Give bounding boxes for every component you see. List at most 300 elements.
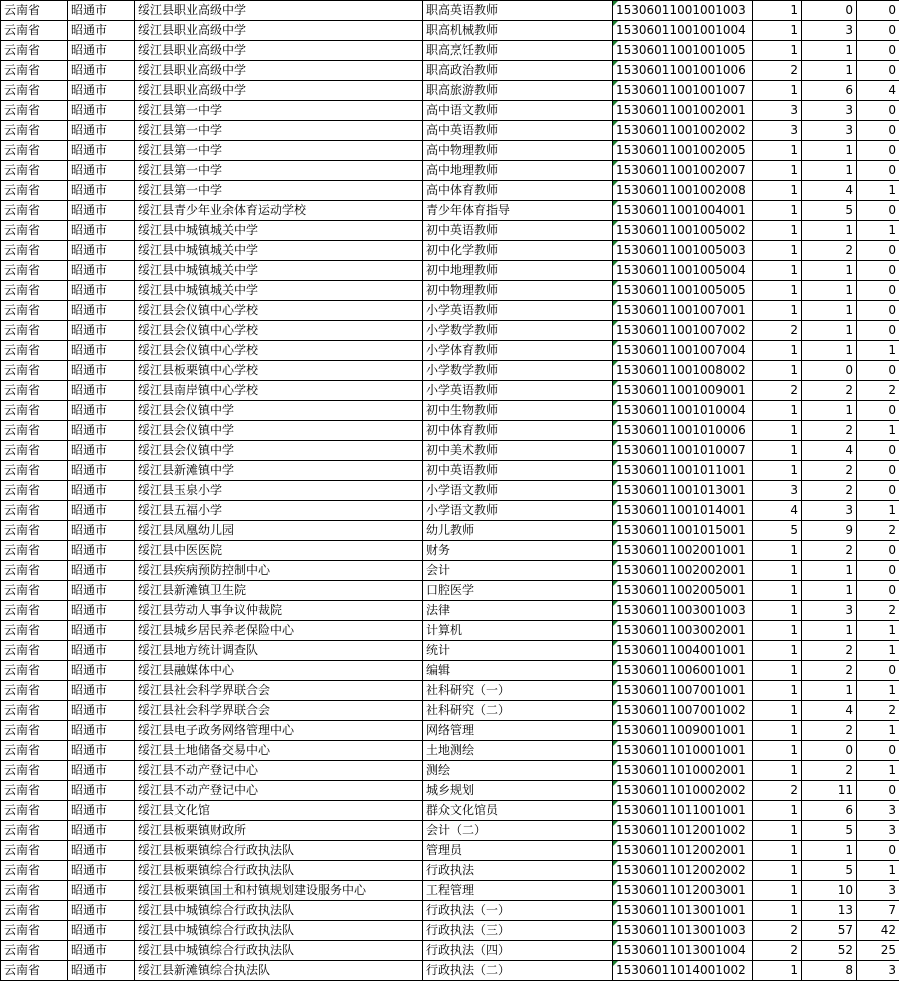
employer-cell[interactable]: 绥江县中城镇综合行政执法队 bbox=[135, 941, 423, 961]
city-cell[interactable]: 昭通市 bbox=[68, 241, 135, 261]
position-cell[interactable]: 初中化学教师 bbox=[423, 241, 613, 261]
passed-cell[interactable]: 0 bbox=[857, 241, 899, 261]
position-cell[interactable]: 行政执法（二） bbox=[423, 961, 613, 981]
passed-cell[interactable]: 0 bbox=[857, 581, 899, 601]
applicants-cell[interactable]: 3 bbox=[802, 501, 857, 521]
applicants-cell[interactable]: 0 bbox=[802, 361, 857, 381]
quota-cell[interactable]: 1 bbox=[753, 441, 802, 461]
passed-cell[interactable]: 0 bbox=[857, 41, 899, 61]
position-cell[interactable]: 高中语文教师 bbox=[423, 101, 613, 121]
province-cell[interactable]: 云南省 bbox=[1, 381, 68, 401]
province-cell[interactable]: 云南省 bbox=[1, 561, 68, 581]
passed-cell[interactable]: 4 bbox=[857, 81, 899, 101]
position-code-cell[interactable]: 15306011012003001 bbox=[613, 881, 753, 901]
position-cell[interactable]: 初中地理教师 bbox=[423, 261, 613, 281]
employer-cell[interactable]: 绥江县会仪镇中心学校 bbox=[135, 301, 423, 321]
applicants-cell[interactable]: 57 bbox=[802, 921, 857, 941]
quota-cell[interactable]: 1 bbox=[753, 261, 802, 281]
province-cell[interactable]: 云南省 bbox=[1, 101, 68, 121]
employer-cell[interactable]: 绥江县新滩镇中学 bbox=[135, 461, 423, 481]
employer-cell[interactable]: 绥江县会仪镇中学 bbox=[135, 401, 423, 421]
employer-cell[interactable]: 绥江县会仪镇中学 bbox=[135, 421, 423, 441]
employer-cell[interactable]: 绥江县不动产登记中心 bbox=[135, 761, 423, 781]
employer-cell[interactable]: 绥江县中城镇综合行政执法队 bbox=[135, 921, 423, 941]
province-cell[interactable]: 云南省 bbox=[1, 21, 68, 41]
city-cell[interactable]: 昭通市 bbox=[68, 101, 135, 121]
position-code-cell[interactable]: 15306011001014001 bbox=[613, 501, 753, 521]
applicants-cell[interactable]: 2 bbox=[802, 721, 857, 741]
position-cell[interactable]: 口腔医学 bbox=[423, 581, 613, 601]
position-code-cell[interactable]: 15306011001008002 bbox=[613, 361, 753, 381]
passed-cell[interactable]: 0 bbox=[857, 441, 899, 461]
position-cell[interactable]: 职高机械教师 bbox=[423, 21, 613, 41]
quota-cell[interactable]: 1 bbox=[753, 681, 802, 701]
city-cell[interactable]: 昭通市 bbox=[68, 381, 135, 401]
applicants-cell[interactable]: 1 bbox=[802, 321, 857, 341]
province-cell[interactable]: 云南省 bbox=[1, 961, 68, 981]
employer-cell[interactable]: 绥江县职业高级中学 bbox=[135, 41, 423, 61]
employer-cell[interactable]: 绥江县融媒体中心 bbox=[135, 661, 423, 681]
position-cell[interactable]: 青少年体育指导 bbox=[423, 201, 613, 221]
passed-cell[interactable]: 1 bbox=[857, 681, 899, 701]
city-cell[interactable]: 昭通市 bbox=[68, 121, 135, 141]
position-code-cell[interactable]: 15306011001007002 bbox=[613, 321, 753, 341]
applicants-cell[interactable]: 3 bbox=[802, 101, 857, 121]
passed-cell[interactable]: 1 bbox=[857, 761, 899, 781]
city-cell[interactable]: 昭通市 bbox=[68, 441, 135, 461]
city-cell[interactable]: 昭通市 bbox=[68, 841, 135, 861]
applicants-cell[interactable]: 1 bbox=[802, 61, 857, 81]
quota-cell[interactable]: 1 bbox=[753, 881, 802, 901]
position-cell[interactable]: 初中英语教师 bbox=[423, 221, 613, 241]
position-code-cell[interactable]: 15306011012001002 bbox=[613, 821, 753, 841]
city-cell[interactable]: 昭通市 bbox=[68, 501, 135, 521]
province-cell[interactable]: 云南省 bbox=[1, 841, 68, 861]
passed-cell[interactable]: 0 bbox=[857, 281, 899, 301]
applicants-cell[interactable]: 3 bbox=[802, 121, 857, 141]
employer-cell[interactable]: 绥江县中城镇城关中学 bbox=[135, 241, 423, 261]
quota-cell[interactable]: 1 bbox=[753, 141, 802, 161]
passed-cell[interactable]: 0 bbox=[857, 161, 899, 181]
position-code-cell[interactable]: 15306011001010006 bbox=[613, 421, 753, 441]
passed-cell[interactable]: 0 bbox=[857, 401, 899, 421]
position-cell[interactable]: 土地测绘 bbox=[423, 741, 613, 761]
city-cell[interactable]: 昭通市 bbox=[68, 421, 135, 441]
position-code-cell[interactable]: 15306011014001002 bbox=[613, 961, 753, 981]
position-cell[interactable]: 会计 bbox=[423, 561, 613, 581]
position-cell[interactable]: 行政执法（一） bbox=[423, 901, 613, 921]
applicants-cell[interactable]: 10 bbox=[802, 881, 857, 901]
position-cell[interactable]: 城乡规划 bbox=[423, 781, 613, 801]
province-cell[interactable]: 云南省 bbox=[1, 541, 68, 561]
passed-cell[interactable]: 3 bbox=[857, 801, 899, 821]
applicants-cell[interactable]: 1 bbox=[802, 161, 857, 181]
applicants-cell[interactable]: 1 bbox=[802, 221, 857, 241]
position-cell[interactable]: 行政执法（四） bbox=[423, 941, 613, 961]
position-code-cell[interactable]: 15306011001010007 bbox=[613, 441, 753, 461]
position-cell[interactable]: 工程管理 bbox=[423, 881, 613, 901]
passed-cell[interactable]: 1 bbox=[857, 621, 899, 641]
employer-cell[interactable]: 绥江县会仪镇中心学校 bbox=[135, 321, 423, 341]
passed-cell[interactable]: 0 bbox=[857, 21, 899, 41]
passed-cell[interactable]: 2 bbox=[857, 521, 899, 541]
applicants-cell[interactable]: 8 bbox=[802, 961, 857, 981]
applicants-cell[interactable]: 1 bbox=[802, 41, 857, 61]
quota-cell[interactable]: 1 bbox=[753, 201, 802, 221]
position-cell[interactable]: 编辑 bbox=[423, 661, 613, 681]
province-cell[interactable]: 云南省 bbox=[1, 1, 68, 21]
position-code-cell[interactable]: 15306011007001001 bbox=[613, 681, 753, 701]
applicants-cell[interactable]: 1 bbox=[802, 341, 857, 361]
province-cell[interactable]: 云南省 bbox=[1, 481, 68, 501]
city-cell[interactable]: 昭通市 bbox=[68, 141, 135, 161]
province-cell[interactable]: 云南省 bbox=[1, 761, 68, 781]
position-cell[interactable]: 高中地理教师 bbox=[423, 161, 613, 181]
province-cell[interactable]: 云南省 bbox=[1, 661, 68, 681]
applicants-cell[interactable]: 2 bbox=[802, 241, 857, 261]
province-cell[interactable]: 云南省 bbox=[1, 641, 68, 661]
passed-cell[interactable]: 1 bbox=[857, 721, 899, 741]
quota-cell[interactable]: 1 bbox=[753, 901, 802, 921]
quota-cell[interactable]: 1 bbox=[753, 661, 802, 681]
city-cell[interactable]: 昭通市 bbox=[68, 701, 135, 721]
position-code-cell[interactable]: 15306011001009001 bbox=[613, 381, 753, 401]
employer-cell[interactable]: 绥江县新滩镇卫生院 bbox=[135, 581, 423, 601]
employer-cell[interactable]: 绥江县第一中学 bbox=[135, 181, 423, 201]
province-cell[interactable]: 云南省 bbox=[1, 341, 68, 361]
quota-cell[interactable]: 4 bbox=[753, 501, 802, 521]
passed-cell[interactable]: 1 bbox=[857, 341, 899, 361]
position-cell[interactable]: 小学英语教师 bbox=[423, 301, 613, 321]
province-cell[interactable]: 云南省 bbox=[1, 281, 68, 301]
province-cell[interactable]: 云南省 bbox=[1, 901, 68, 921]
position-code-cell[interactable]: 15306011002001001 bbox=[613, 541, 753, 561]
employer-cell[interactable]: 绥江县新滩镇综合执法队 bbox=[135, 961, 423, 981]
employer-cell[interactable]: 绥江县中城镇城关中学 bbox=[135, 261, 423, 281]
province-cell[interactable]: 云南省 bbox=[1, 441, 68, 461]
applicants-cell[interactable]: 13 bbox=[802, 901, 857, 921]
applicants-cell[interactable]: 4 bbox=[802, 441, 857, 461]
employer-cell[interactable]: 绥江县凤凰幼儿园 bbox=[135, 521, 423, 541]
quota-cell[interactable]: 2 bbox=[753, 921, 802, 941]
applicants-cell[interactable]: 2 bbox=[802, 661, 857, 681]
quota-cell[interactable]: 2 bbox=[753, 781, 802, 801]
passed-cell[interactable]: 25 bbox=[857, 941, 899, 961]
province-cell[interactable]: 云南省 bbox=[1, 581, 68, 601]
position-cell[interactable]: 财务 bbox=[423, 541, 613, 561]
applicants-cell[interactable]: 1 bbox=[802, 681, 857, 701]
position-code-cell[interactable]: 15306011013001003 bbox=[613, 921, 753, 941]
passed-cell[interactable]: 0 bbox=[857, 101, 899, 121]
province-cell[interactable]: 云南省 bbox=[1, 421, 68, 441]
quota-cell[interactable]: 1 bbox=[753, 161, 802, 181]
position-code-cell[interactable]: 15306011001002002 bbox=[613, 121, 753, 141]
quota-cell[interactable]: 2 bbox=[753, 321, 802, 341]
passed-cell[interactable]: 3 bbox=[857, 961, 899, 981]
quota-cell[interactable]: 3 bbox=[753, 101, 802, 121]
quota-cell[interactable]: 1 bbox=[753, 621, 802, 641]
city-cell[interactable]: 昭通市 bbox=[68, 1, 135, 21]
city-cell[interactable]: 昭通市 bbox=[68, 661, 135, 681]
position-code-cell[interactable]: 15306011001005002 bbox=[613, 221, 753, 241]
passed-cell[interactable]: 1 bbox=[857, 641, 899, 661]
passed-cell[interactable]: 0 bbox=[857, 121, 899, 141]
passed-cell[interactable]: 0 bbox=[857, 481, 899, 501]
applicants-cell[interactable]: 2 bbox=[802, 541, 857, 561]
employer-cell[interactable]: 绥江县中城镇城关中学 bbox=[135, 281, 423, 301]
employer-cell[interactable]: 绥江县土地储备交易中心 bbox=[135, 741, 423, 761]
quota-cell[interactable]: 1 bbox=[753, 801, 802, 821]
position-code-cell[interactable]: 15306011001001004 bbox=[613, 21, 753, 41]
passed-cell[interactable]: 2 bbox=[857, 381, 899, 401]
city-cell[interactable]: 昭通市 bbox=[68, 801, 135, 821]
position-cell[interactable]: 初中生物教师 bbox=[423, 401, 613, 421]
quota-cell[interactable]: 1 bbox=[753, 701, 802, 721]
quota-cell[interactable]: 1 bbox=[753, 461, 802, 481]
passed-cell[interactable]: 2 bbox=[857, 701, 899, 721]
province-cell[interactable]: 云南省 bbox=[1, 921, 68, 941]
city-cell[interactable]: 昭通市 bbox=[68, 161, 135, 181]
applicants-cell[interactable]: 5 bbox=[802, 861, 857, 881]
province-cell[interactable]: 云南省 bbox=[1, 621, 68, 641]
position-cell[interactable]: 计算机 bbox=[423, 621, 613, 641]
province-cell[interactable]: 云南省 bbox=[1, 461, 68, 481]
quota-cell[interactable]: 1 bbox=[753, 341, 802, 361]
employer-cell[interactable]: 绥江县地方统计调查队 bbox=[135, 641, 423, 661]
passed-cell[interactable]: 1 bbox=[857, 501, 899, 521]
applicants-cell[interactable]: 0 bbox=[802, 741, 857, 761]
city-cell[interactable]: 昭通市 bbox=[68, 321, 135, 341]
province-cell[interactable]: 云南省 bbox=[1, 781, 68, 801]
passed-cell[interactable]: 1 bbox=[857, 421, 899, 441]
province-cell[interactable]: 云南省 bbox=[1, 261, 68, 281]
city-cell[interactable]: 昭通市 bbox=[68, 881, 135, 901]
position-cell[interactable]: 小学语文教师 bbox=[423, 481, 613, 501]
employer-cell[interactable]: 绥江县板栗镇国土和村镇规划建设服务中心 bbox=[135, 881, 423, 901]
quota-cell[interactable]: 1 bbox=[753, 81, 802, 101]
employer-cell[interactable]: 绥江县中城镇综合行政执法队 bbox=[135, 901, 423, 921]
position-cell[interactable]: 测绘 bbox=[423, 761, 613, 781]
quota-cell[interactable]: 1 bbox=[753, 601, 802, 621]
position-cell[interactable]: 职高政治教师 bbox=[423, 61, 613, 81]
applicants-cell[interactable]: 5 bbox=[802, 821, 857, 841]
applicants-cell[interactable]: 1 bbox=[802, 301, 857, 321]
passed-cell[interactable]: 0 bbox=[857, 61, 899, 81]
applicants-cell[interactable]: 1 bbox=[802, 141, 857, 161]
applicants-cell[interactable]: 1 bbox=[802, 401, 857, 421]
position-code-cell[interactable]: 15306011011001001 bbox=[613, 801, 753, 821]
province-cell[interactable]: 云南省 bbox=[1, 81, 68, 101]
employer-cell[interactable]: 绥江县城乡居民养老保险中心 bbox=[135, 621, 423, 641]
province-cell[interactable]: 云南省 bbox=[1, 501, 68, 521]
city-cell[interactable]: 昭通市 bbox=[68, 341, 135, 361]
employer-cell[interactable]: 绥江县不动产登记中心 bbox=[135, 781, 423, 801]
applicants-cell[interactable]: 11 bbox=[802, 781, 857, 801]
province-cell[interactable]: 云南省 bbox=[1, 361, 68, 381]
province-cell[interactable]: 云南省 bbox=[1, 861, 68, 881]
passed-cell[interactable]: 0 bbox=[857, 541, 899, 561]
quota-cell[interactable]: 1 bbox=[753, 241, 802, 261]
employer-cell[interactable]: 绥江县第一中学 bbox=[135, 101, 423, 121]
city-cell[interactable]: 昭通市 bbox=[68, 261, 135, 281]
employer-cell[interactable]: 绥江县会仪镇中学 bbox=[135, 441, 423, 461]
employer-cell[interactable]: 绥江县会仪镇中心学校 bbox=[135, 341, 423, 361]
province-cell[interactable]: 云南省 bbox=[1, 241, 68, 261]
quota-cell[interactable]: 1 bbox=[753, 41, 802, 61]
province-cell[interactable]: 云南省 bbox=[1, 721, 68, 741]
position-code-cell[interactable]: 15306011001011001 bbox=[613, 461, 753, 481]
province-cell[interactable]: 云南省 bbox=[1, 321, 68, 341]
position-cell[interactable]: 小学语文教师 bbox=[423, 501, 613, 521]
city-cell[interactable]: 昭通市 bbox=[68, 461, 135, 481]
passed-cell[interactable]: 7 bbox=[857, 901, 899, 921]
passed-cell[interactable]: 0 bbox=[857, 1, 899, 21]
applicants-cell[interactable]: 1 bbox=[802, 581, 857, 601]
passed-cell[interactable]: 0 bbox=[857, 361, 899, 381]
quota-cell[interactable]: 5 bbox=[753, 521, 802, 541]
position-code-cell[interactable]: 15306011001005003 bbox=[613, 241, 753, 261]
quota-cell[interactable]: 1 bbox=[753, 641, 802, 661]
applicants-cell[interactable]: 4 bbox=[802, 181, 857, 201]
province-cell[interactable]: 云南省 bbox=[1, 741, 68, 761]
province-cell[interactable]: 云南省 bbox=[1, 941, 68, 961]
position-code-cell[interactable]: 15306011001002005 bbox=[613, 141, 753, 161]
position-cell[interactable]: 小学数学教师 bbox=[423, 321, 613, 341]
quota-cell[interactable]: 1 bbox=[753, 361, 802, 381]
position-cell[interactable]: 高中物理教师 bbox=[423, 141, 613, 161]
position-code-cell[interactable]: 15306011002005001 bbox=[613, 581, 753, 601]
position-code-cell[interactable]: 15306011010002001 bbox=[613, 761, 753, 781]
city-cell[interactable]: 昭通市 bbox=[68, 281, 135, 301]
employer-cell[interactable]: 绥江县中医医院 bbox=[135, 541, 423, 561]
quota-cell[interactable]: 1 bbox=[753, 301, 802, 321]
applicants-cell[interactable]: 1 bbox=[802, 261, 857, 281]
quota-cell[interactable]: 2 bbox=[753, 381, 802, 401]
city-cell[interactable]: 昭通市 bbox=[68, 201, 135, 221]
position-cell[interactable]: 初中物理教师 bbox=[423, 281, 613, 301]
employer-cell[interactable]: 绥江县第一中学 bbox=[135, 121, 423, 141]
applicants-cell[interactable]: 1 bbox=[802, 281, 857, 301]
quota-cell[interactable]: 1 bbox=[753, 281, 802, 301]
passed-cell[interactable]: 1 bbox=[857, 861, 899, 881]
city-cell[interactable]: 昭通市 bbox=[68, 861, 135, 881]
position-cell[interactable]: 职高旅游教师 bbox=[423, 81, 613, 101]
position-cell[interactable]: 高中体育教师 bbox=[423, 181, 613, 201]
quota-cell[interactable]: 1 bbox=[753, 221, 802, 241]
city-cell[interactable]: 昭通市 bbox=[68, 621, 135, 641]
city-cell[interactable]: 昭通市 bbox=[68, 901, 135, 921]
province-cell[interactable]: 云南省 bbox=[1, 141, 68, 161]
city-cell[interactable]: 昭通市 bbox=[68, 21, 135, 41]
quota-cell[interactable]: 1 bbox=[753, 401, 802, 421]
province-cell[interactable]: 云南省 bbox=[1, 521, 68, 541]
position-code-cell[interactable]: 15306011001002008 bbox=[613, 181, 753, 201]
province-cell[interactable]: 云南省 bbox=[1, 401, 68, 421]
applicants-cell[interactable]: 3 bbox=[802, 601, 857, 621]
city-cell[interactable]: 昭通市 bbox=[68, 301, 135, 321]
passed-cell[interactable]: 0 bbox=[857, 661, 899, 681]
city-cell[interactable]: 昭通市 bbox=[68, 361, 135, 381]
position-code-cell[interactable]: 15306011001002007 bbox=[613, 161, 753, 181]
province-cell[interactable]: 云南省 bbox=[1, 181, 68, 201]
applicants-cell[interactable]: 52 bbox=[802, 941, 857, 961]
position-code-cell[interactable]: 15306011012002001 bbox=[613, 841, 753, 861]
city-cell[interactable]: 昭通市 bbox=[68, 941, 135, 961]
position-code-cell[interactable]: 15306011013001001 bbox=[613, 901, 753, 921]
quota-cell[interactable]: 1 bbox=[753, 21, 802, 41]
employer-cell[interactable]: 绥江县中城镇城关中学 bbox=[135, 221, 423, 241]
province-cell[interactable]: 云南省 bbox=[1, 801, 68, 821]
province-cell[interactable]: 云南省 bbox=[1, 821, 68, 841]
applicants-cell[interactable]: 1 bbox=[802, 561, 857, 581]
quota-cell[interactable]: 1 bbox=[753, 561, 802, 581]
passed-cell[interactable]: 1 bbox=[857, 181, 899, 201]
city-cell[interactable]: 昭通市 bbox=[68, 961, 135, 981]
city-cell[interactable]: 昭通市 bbox=[68, 481, 135, 501]
city-cell[interactable]: 昭通市 bbox=[68, 601, 135, 621]
passed-cell[interactable]: 0 bbox=[857, 841, 899, 861]
quota-cell[interactable]: 1 bbox=[753, 761, 802, 781]
employer-cell[interactable]: 绥江县社会科学界联合会 bbox=[135, 681, 423, 701]
city-cell[interactable]: 昭通市 bbox=[68, 721, 135, 741]
position-cell[interactable]: 法律 bbox=[423, 601, 613, 621]
applicants-cell[interactable]: 9 bbox=[802, 521, 857, 541]
quota-cell[interactable]: 1 bbox=[753, 861, 802, 881]
employer-cell[interactable]: 绥江县职业高级中学 bbox=[135, 1, 423, 21]
quota-cell[interactable]: 1 bbox=[753, 581, 802, 601]
passed-cell[interactable]: 0 bbox=[857, 141, 899, 161]
quota-cell[interactable]: 1 bbox=[753, 961, 802, 981]
passed-cell[interactable]: 2 bbox=[857, 601, 899, 621]
applicants-cell[interactable]: 2 bbox=[802, 381, 857, 401]
province-cell[interactable]: 云南省 bbox=[1, 601, 68, 621]
position-code-cell[interactable]: 15306011001010004 bbox=[613, 401, 753, 421]
employer-cell[interactable]: 绥江县第一中学 bbox=[135, 141, 423, 161]
applicants-cell[interactable]: 0 bbox=[802, 1, 857, 21]
quota-cell[interactable]: 2 bbox=[753, 61, 802, 81]
position-code-cell[interactable]: 15306011007001002 bbox=[613, 701, 753, 721]
employer-cell[interactable]: 绥江县板栗镇综合行政执法队 bbox=[135, 841, 423, 861]
city-cell[interactable]: 昭通市 bbox=[68, 741, 135, 761]
quota-cell[interactable]: 1 bbox=[753, 721, 802, 741]
city-cell[interactable]: 昭通市 bbox=[68, 541, 135, 561]
position-code-cell[interactable]: 15306011012002002 bbox=[613, 861, 753, 881]
passed-cell[interactable]: 0 bbox=[857, 321, 899, 341]
position-cell[interactable]: 幼儿教师 bbox=[423, 521, 613, 541]
employer-cell[interactable]: 绥江县板栗镇综合行政执法队 bbox=[135, 861, 423, 881]
quota-cell[interactable]: 1 bbox=[753, 841, 802, 861]
province-cell[interactable]: 云南省 bbox=[1, 681, 68, 701]
applicants-cell[interactable]: 4 bbox=[802, 701, 857, 721]
city-cell[interactable]: 昭通市 bbox=[68, 821, 135, 841]
position-code-cell[interactable]: 15306011001001003 bbox=[613, 1, 753, 21]
position-code-cell[interactable]: 15306011001001005 bbox=[613, 41, 753, 61]
applicants-cell[interactable]: 2 bbox=[802, 641, 857, 661]
province-cell[interactable]: 云南省 bbox=[1, 701, 68, 721]
quota-cell[interactable]: 1 bbox=[753, 821, 802, 841]
quota-cell[interactable]: 1 bbox=[753, 741, 802, 761]
position-code-cell[interactable]: 15306011001015001 bbox=[613, 521, 753, 541]
city-cell[interactable]: 昭通市 bbox=[68, 681, 135, 701]
employer-cell[interactable]: 绥江县五福小学 bbox=[135, 501, 423, 521]
employer-cell[interactable]: 绥江县玉泉小学 bbox=[135, 481, 423, 501]
position-code-cell[interactable]: 15306011010001001 bbox=[613, 741, 753, 761]
passed-cell[interactable]: 0 bbox=[857, 201, 899, 221]
applicants-cell[interactable]: 6 bbox=[802, 801, 857, 821]
position-cell[interactable]: 会计（二） bbox=[423, 821, 613, 841]
city-cell[interactable]: 昭通市 bbox=[68, 61, 135, 81]
position-code-cell[interactable]: 15306011001007001 bbox=[613, 301, 753, 321]
